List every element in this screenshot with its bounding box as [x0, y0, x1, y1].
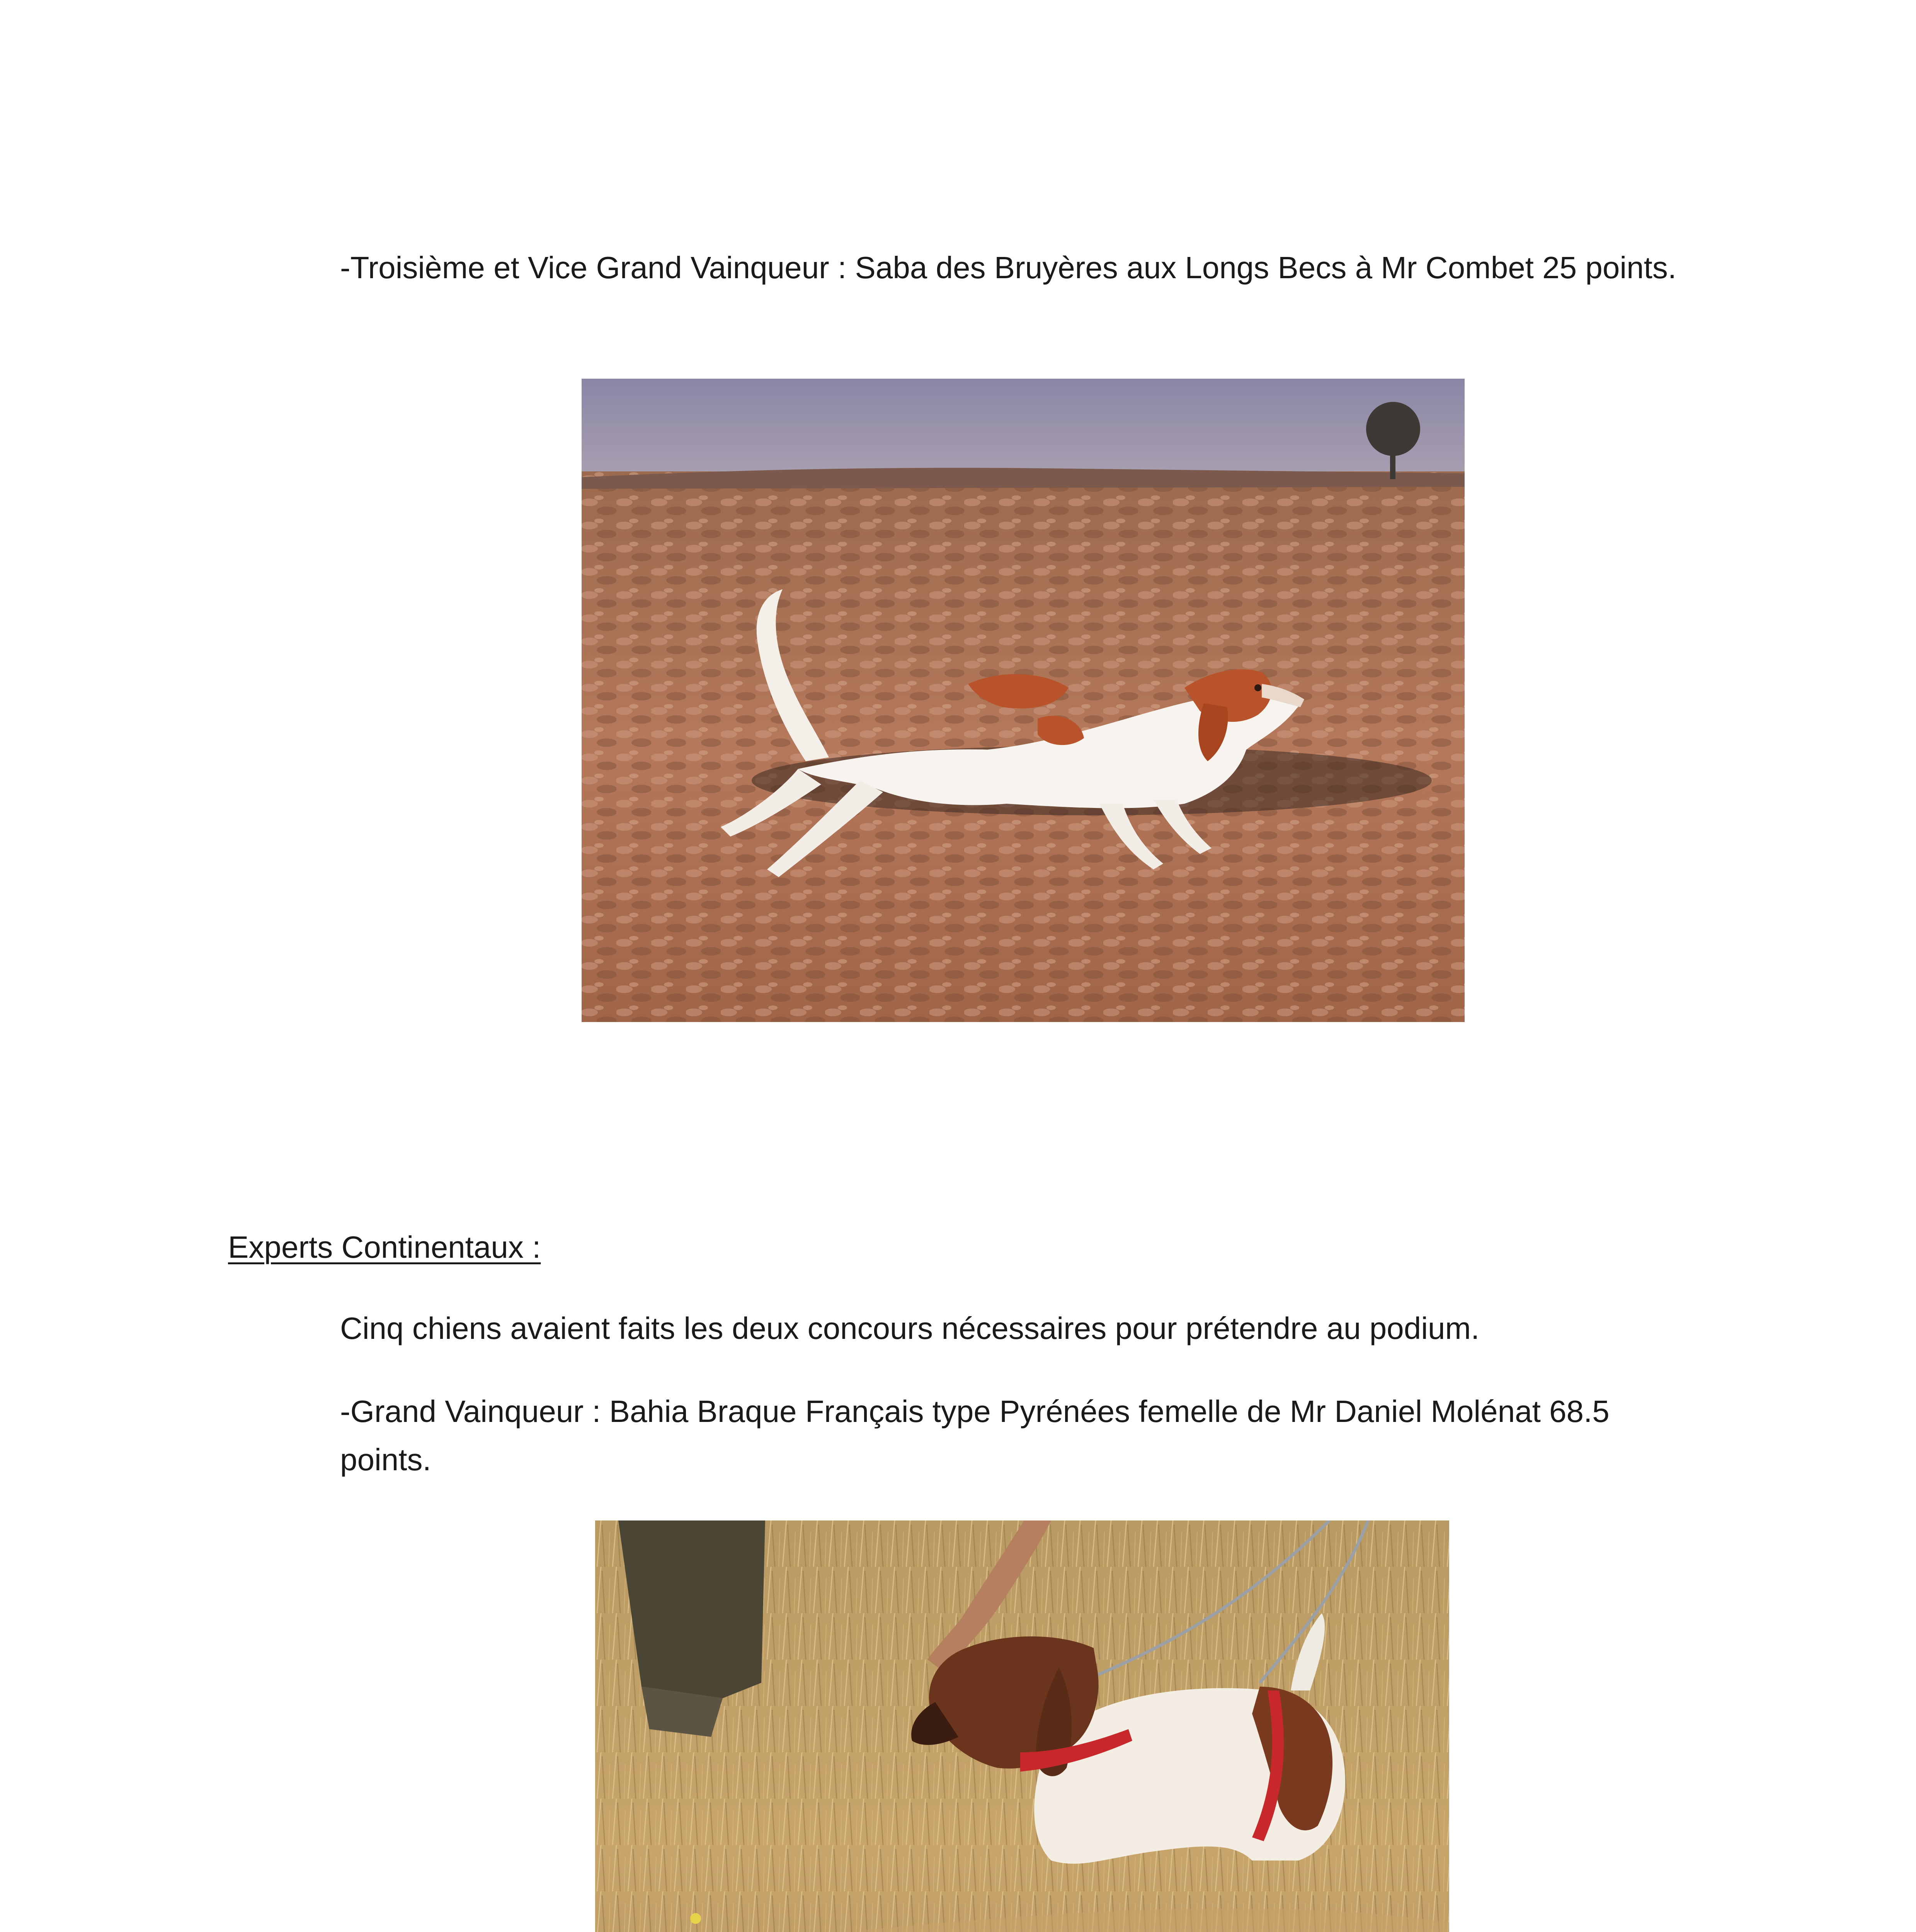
setter-dog-photo [582, 379, 1465, 1022]
third-place-paragraph: -Troisième et Vice Grand Vainqueur : Saba des Bruyères aux Longs Becs à Mr Combet 25 points. [340, 250, 1677, 285]
grand-winner-paragraph: -Grand Vainqueur : Bahia Braque Français type Pyrénées femelle de Mr Daniel Molénat 68.5 points. [340, 1394, 1610, 1477]
intro-paragraph: Cinq chiens avaient faits les deux concours nécessaires pour prétendre au podium. [340, 1311, 1480, 1345]
section-heading-experts-continentaux: Experts Continentaux : [228, 1230, 541, 1264]
braque-dog-photo [595, 1520, 1449, 1932]
